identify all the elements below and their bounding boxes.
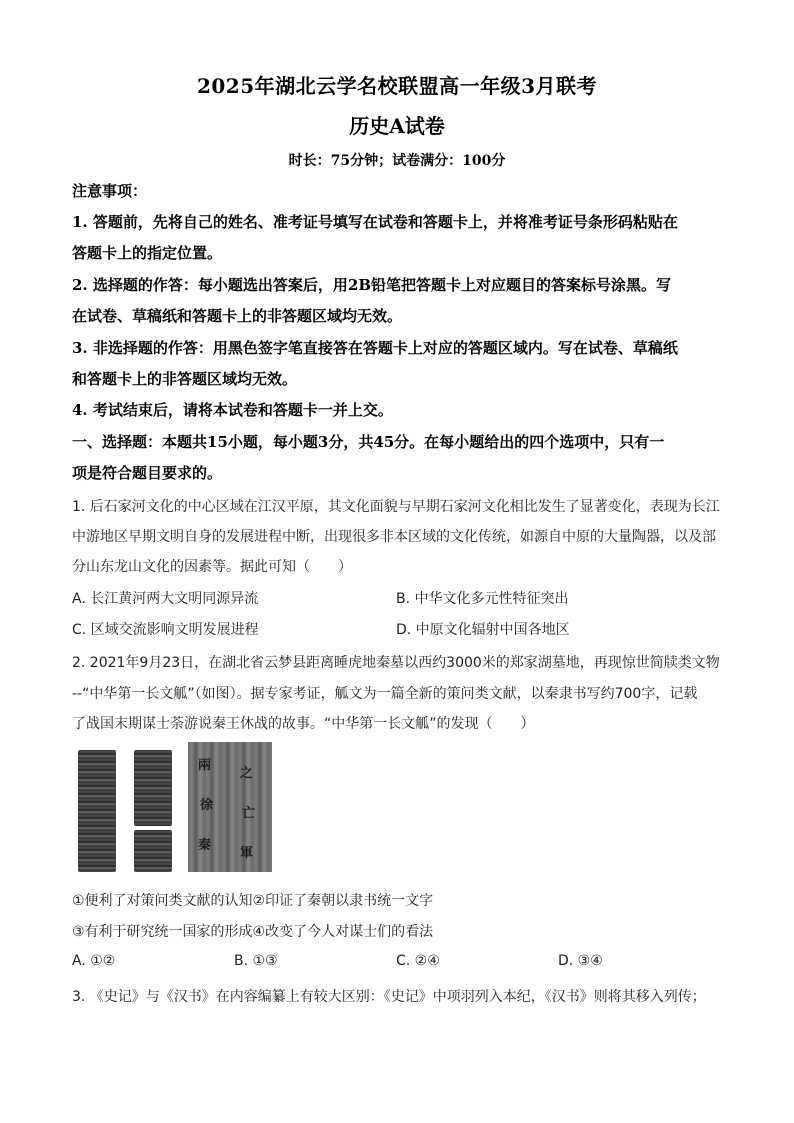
q2-option-b: B. ①③	[234, 953, 278, 969]
bamboo-slip-image	[134, 750, 172, 826]
section-heading: 一、选择题：本题共15小题，每小题3分，共45分。在每小题给出的四个选项中，只有一	[72, 433, 665, 451]
exam-subtitle: 历史A试卷	[349, 114, 445, 138]
exam-meta: 时长：75分钟；试卷满分：100分	[288, 153, 506, 169]
slip-glyph: 兩	[198, 758, 212, 773]
q1-option-d: D. 中原文化辐射中国各地区	[396, 622, 570, 638]
exam-title: 2025年湖北云学名校联盟高一年级3月联考	[196, 74, 598, 98]
q1-stem: 1. 后石家河文化的中心区域在江汉平原，其文化面貌与早期石家河文化相比发生了显著变化，表现为长江	[72, 499, 720, 515]
slip-glyph: 之	[240, 766, 254, 781]
q2-option-a: A. ①②	[72, 953, 116, 969]
bamboo-slip-figure	[76, 742, 272, 874]
q1-option-a: A. 长江黄河两大文明同源异流	[72, 591, 259, 607]
q1-option-c: C. 区域交流影响文明发展进程	[72, 622, 259, 638]
slip-glyph: 徐	[200, 798, 214, 813]
q2-stem: 了战国末期谋士荼游说秦王休战的故事。“中华第一长文觚”的发现（ ）	[72, 716, 535, 732]
q2-statements: ①便利了对策问类文献的认知②印证了秦朝以隶书统一文字	[72, 893, 434, 909]
notice-line: 2. 选择题的作答：每小题选出答案后，用2B铅笔把答题卡上对应题目的答案标号涂黑。写	[72, 276, 672, 294]
notice-line: 4. 考试结束后，请将本试卷和答题卡一并上交。	[72, 401, 393, 419]
q2-option-c: C. ②④	[396, 953, 440, 969]
q1-stem: 中游地区早期文明自身的发展进程中断，出现很多非本区域的文化传统，如源自中原的大量陶器，以及部	[72, 529, 716, 545]
bamboo-slip-image	[78, 750, 116, 872]
q3-stem: 3. 《史记》与《汉书》在内容编纂上有较大区别：《史记》中项羽列入本纪，《汉书》则将其移入列传；	[72, 989, 706, 1005]
q2-option-d: D. ③④	[558, 953, 603, 969]
slip-closeup-photo	[188, 742, 272, 872]
notice-heading: 注意事项：	[72, 182, 148, 200]
notice-line: 答题卡上的指定位置。	[72, 244, 223, 262]
slip-glyph: 軍	[240, 846, 254, 861]
slip-glyph: 亡	[242, 806, 256, 821]
notice-line: 在试卷、草稿纸和答题卡上的非答题区域均无效。	[72, 307, 403, 325]
notice-line: 和答题卡上的非答题区域均无效。	[72, 370, 298, 388]
section-heading-cont: 项是符合题目要求的。	[72, 464, 223, 482]
q1-option-b: B. 中华文化多元性特征突出	[396, 591, 569, 607]
bamboo-slip-image	[134, 830, 172, 872]
q1-stem: 分山东龙山文化的因素等。据此可知（ ）	[72, 559, 352, 575]
notice-line: 3. 非选择题的作答：用黑色签字笔直接答在答题卡上对应的答题区域内。写在试卷、草稿纸	[72, 339, 678, 357]
notice-line: 1. 答题前，先将自己的姓名、准考证号填写在试卷和答题卡上，并将准考证号条形码粘贴在	[72, 213, 678, 231]
slip-glyph: 秦	[198, 838, 212, 853]
q2-statements: ③有利于研究统一国家的形成④改变了今人对谋士们的看法	[72, 924, 434, 940]
q2-stem: 2. 2021年9月23日，在湖北省云梦县距离睡虎地秦墓以西约3000米的郑家湖墓地，再现惊世简牍类文物	[72, 655, 720, 671]
q2-stem: --“中华第一长文觚”（如图）。据专家考证，觚文为一篇全新的策问类文献，以秦隶书写约700字，记载	[72, 686, 698, 702]
